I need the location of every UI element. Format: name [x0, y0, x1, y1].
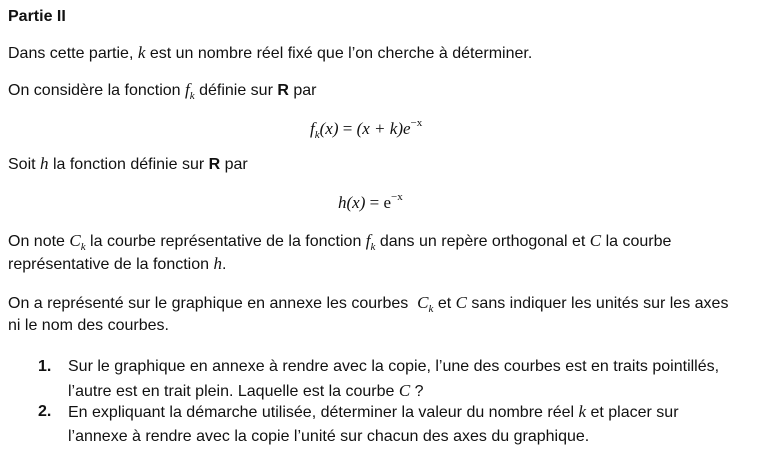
text: et [433, 295, 456, 312]
math-var: C [398, 381, 411, 400]
text: En expliquant la démarche utilisée, déterminer la valeur du nombre réel [68, 404, 579, 421]
math-expression: h(x) [338, 193, 366, 212]
text: ? [410, 383, 424, 400]
question-2-line2: l’annexe à rendre avec la copie l’unité sur chacun des axes du graphique. [68, 428, 590, 445]
text: représentative de la fonction [8, 256, 214, 273]
curves-definition-line1 [8, 231, 671, 252]
curves-definition-line2 [8, 254, 226, 275]
graph-description-line1 [8, 293, 728, 314]
section-title: Partie II [8, 8, 66, 25]
text: par [220, 156, 248, 173]
formula-h [338, 192, 403, 214]
text: Dans cette partie, [8, 45, 138, 62]
formula-fk [310, 118, 422, 140]
text: la courbe [601, 233, 672, 250]
math-var: k [578, 402, 587, 421]
intro-paragraph [8, 43, 532, 64]
question-2-line1 [68, 400, 679, 425]
math-var: h [213, 254, 222, 273]
math-var: k [137, 43, 146, 62]
text: la fonction définie sur [48, 156, 209, 173]
math-var: C [417, 293, 429, 312]
math-var: h [40, 154, 49, 173]
math-subscript: k [428, 303, 434, 315]
question-1-number: 1. [38, 358, 52, 375]
text: sans indiquer les unités sur les axes [466, 295, 729, 312]
text: . [221, 256, 227, 273]
text: dans un repère orthogonal et [375, 233, 590, 250]
text: définie sur [194, 82, 278, 99]
exponent: −x [391, 191, 403, 203]
function-f-intro [8, 80, 316, 101]
question-1 [68, 355, 719, 404]
text: est un nombre réel fixé que l’on cherche à déterminer. [145, 45, 533, 62]
exponent: −x [410, 117, 423, 129]
equals: = [365, 193, 384, 212]
text: Soit [8, 156, 41, 173]
math-subscript: k [80, 241, 86, 253]
function-h-intro [8, 154, 248, 175]
math-expression: (x + k)e [356, 119, 411, 138]
math-var: C [69, 231, 81, 250]
text: On note [8, 233, 70, 250]
question-2-number: 2. [38, 403, 52, 420]
graph-description-line2: ni le nom des courbes. [8, 317, 169, 334]
math-subscript: k [189, 90, 195, 102]
question-1-line1: Sur le graphique en annexe à rendre avec la copie, l’une des courbes est en traits pointillés, [68, 358, 720, 375]
text: et placer sur [586, 404, 679, 421]
math-var: f [365, 231, 371, 250]
math-arg: (x) [319, 119, 339, 138]
math-var: f [310, 119, 315, 138]
math-var: C [589, 231, 602, 250]
math-var: C [455, 293, 467, 312]
equals: = [338, 119, 357, 138]
math-subscript: k [314, 129, 320, 141]
text: par [288, 82, 317, 99]
text: la courbe représentative de la fonction [85, 233, 366, 250]
text: l’autre est en trait plein. Laquelle est la courbe [68, 383, 399, 400]
reals-symbol: R [208, 156, 221, 173]
text: On considère la fonction [8, 82, 185, 99]
reals-symbol: R [277, 82, 289, 99]
math-expression: e [383, 193, 392, 212]
question-2 [68, 400, 679, 449]
math-var: f [185, 80, 190, 99]
text: On a représenté sur le graphique en annexe les courbes [8, 295, 418, 312]
math-subscript: k [370, 241, 376, 253]
